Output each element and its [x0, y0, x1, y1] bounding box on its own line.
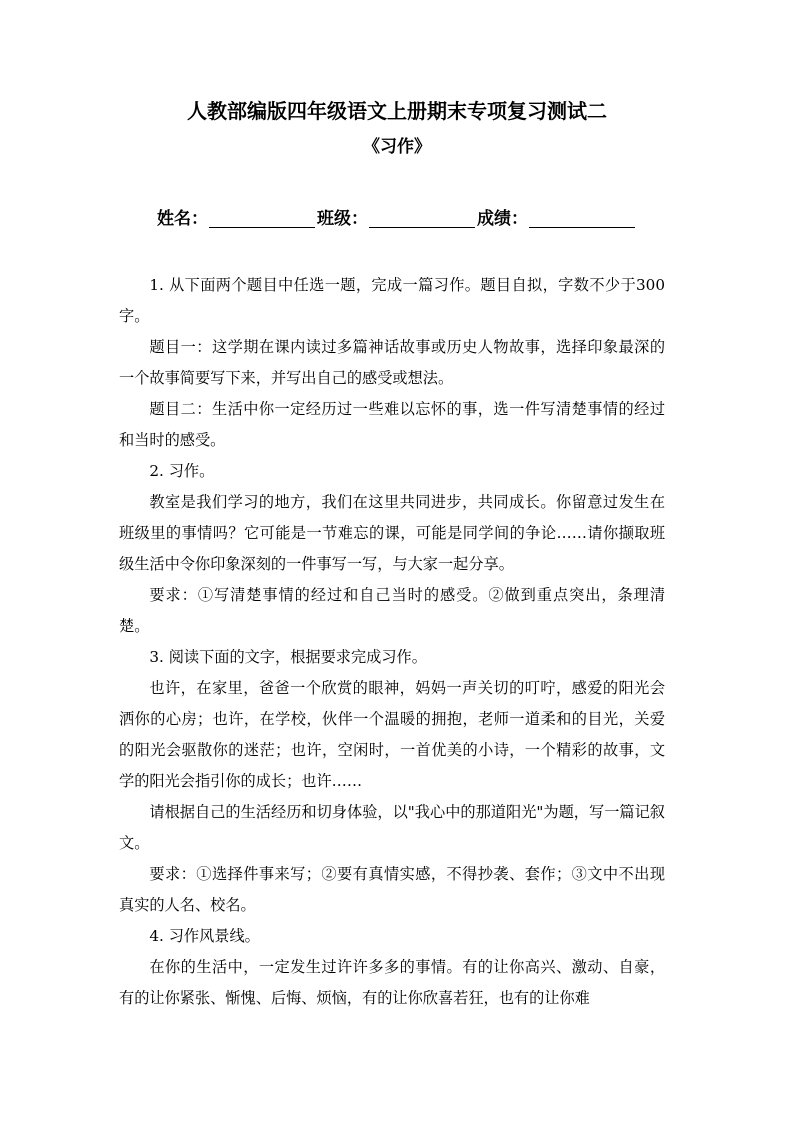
- question-2-requirements: 要求：①写清楚事情的经过和自己当时的感受。②做到重点突出，条理清楚。: [119, 586, 665, 635]
- question-2-prompt: 教室是我们学习的地方，我们在这里共同进步，共同成长。你留意过发生在班级里的事情吗？它可能是一节难忘的课，可能是同学间的争论……请你撷取班级生活中令你印象深刻的一件事写一写，与大家一起分享。: [119, 493, 665, 573]
- question-3-heading: 3. 阅读下面的文字，根据要求完成习作。: [149, 648, 427, 666]
- question-3-requirements: 要求：①选择件事来写；②要有真情实感，不得抄袭、套作；③文中不出现真实的人名、校名。: [119, 865, 665, 914]
- class-label: 班级：: [317, 209, 368, 229]
- question-3-reading-passage: 也许，在家里，爸爸一个欣赏的眼神，妈妈一声关切的叮咛，感爱的阳光会洒你的心房；也许，在学校，伙伴一个温暖的拥抱，老师一道柔和的目光，关爱的阳光会驱散你的迷茫；也许，空闲时，一首优美的小诗，一个精彩的故事，文学的阳光会指引你的成长；也许……: [119, 679, 665, 790]
- question-4-prompt: 在你的生活中，一定发生过许许多多的事情。有的让你高兴、激动、自豪，有的让你紧张、惭愧、后悔、烦恼，有的让你欣喜若狂，也有的让你难: [119, 958, 665, 1007]
- document-content: [119, 270, 665, 1014]
- question-4-heading: 4. 习作风景线。: [149, 927, 260, 945]
- question-1-topic-2: 题目二：生活中你一定经历过一些难以忘怀的事，选一件写清楚事情的经过和当时的感受。: [119, 400, 665, 449]
- question-1-topic-1: 题目一：这学期在课内读过多篇神话故事或历史人物故事，选择印象最深的一个故事简要写下来，并写出自己的感受或想法。: [119, 338, 665, 387]
- score-label: 成绩：: [477, 209, 528, 229]
- name-blank: [209, 204, 315, 228]
- question-3-prompt: 请根据自己的生活经历和切身体验，以"我心中的那道阳光"为题，写一篇记叙文。: [119, 803, 665, 852]
- question-1-prompt: 1. 从下面两个题目中任选一题，完成一篇习作。题目自拟，字数不少于300字。: [119, 276, 665, 325]
- name-label: 姓名：: [157, 209, 208, 229]
- question-2-heading: 2. 习作。: [149, 462, 215, 480]
- score-blank: [529, 204, 635, 228]
- student-info-row: [157, 204, 657, 234]
- class-blank: [369, 204, 475, 228]
- document-subtitle: 《习作》: [363, 137, 431, 157]
- document-title: 人教部编版四年级语文上册期末专项复习测试二: [187, 99, 607, 123]
